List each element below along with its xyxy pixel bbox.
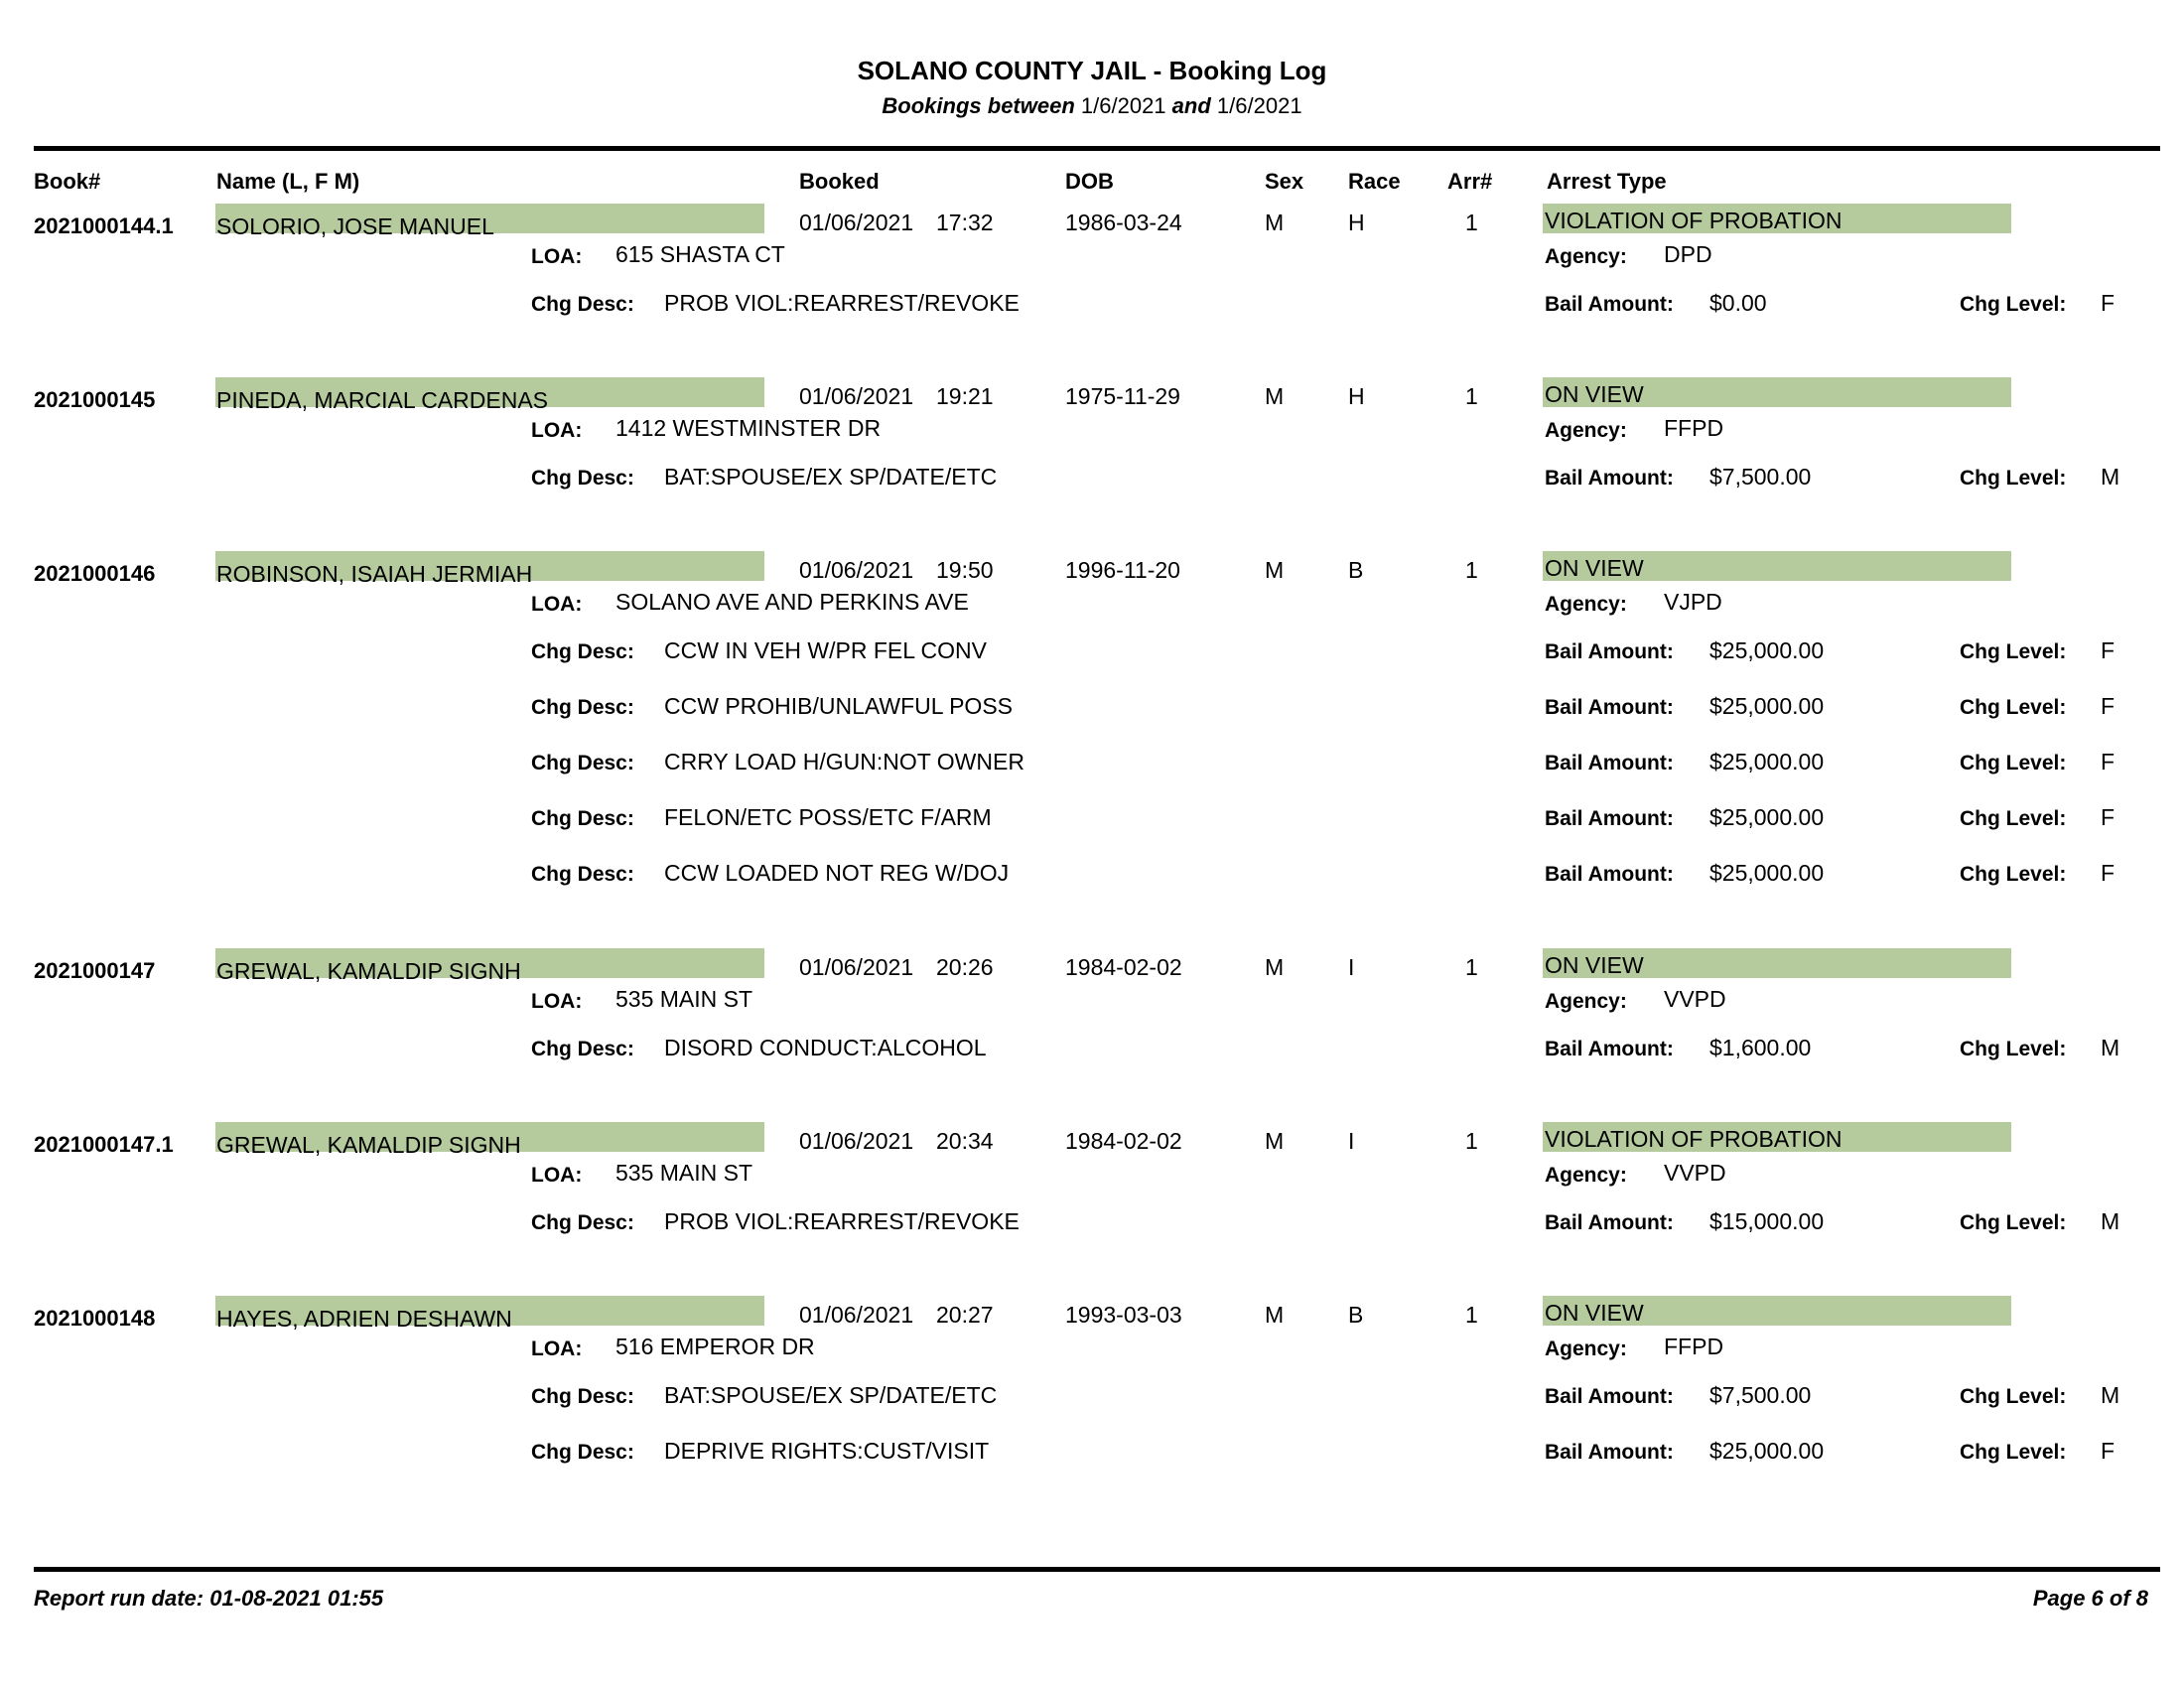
charge-row <box>0 1382 2184 1425</box>
chg-level-label: Chg Level: <box>1960 752 2067 774</box>
charge-row <box>0 290 2184 333</box>
chg-desc-label: Chg Desc: <box>531 1211 634 1234</box>
chg-level-label: Chg Level: <box>1960 1441 2067 1464</box>
booking-record <box>0 204 2184 362</box>
agency-label: Agency: <box>1545 419 1627 442</box>
charge-row <box>0 1438 2184 1480</box>
chg-level-label: Chg Level: <box>1960 640 2067 663</box>
chg-level-value: M <box>2101 464 2120 490</box>
chg-desc-value: DEPRIVE RIGHTS:CUST/VISIT <box>664 1438 990 1464</box>
page-number: Page 6 of 8 <box>2032 1586 2148 1611</box>
sex: M <box>1265 557 1285 583</box>
agency-value: FFPD <box>1664 1334 1724 1359</box>
chg-level-label: Chg Level: <box>1960 1038 2067 1060</box>
bail-amount-label: Bail Amount: <box>1545 640 1674 663</box>
agency-value: VVPD <box>1664 986 1726 1012</box>
inmate-name: HAYES, ADRIEN DESHAWN <box>216 1306 512 1332</box>
booked-date: 01/06/2021 <box>799 954 914 980</box>
bail-amount-label: Bail Amount: <box>1545 752 1674 774</box>
chg-level-value: M <box>2101 1382 2120 1408</box>
chg-level-value: F <box>2101 1438 2116 1464</box>
arrest-type: ON VIEW <box>1545 952 1644 978</box>
bail-amount-label: Bail Amount: <box>1545 863 1674 886</box>
race: H <box>1348 210 1365 235</box>
race: I <box>1348 1128 1355 1154</box>
col-header-dob: DOB <box>1065 169 1114 194</box>
book-number: 2021000148 <box>34 1306 156 1331</box>
chg-level-label: Chg Level: <box>1960 1211 2067 1234</box>
sex: M <box>1265 383 1285 409</box>
bail-amount-value: $7,500.00 <box>1709 1382 1812 1408</box>
col-header-name: Name (L, F M) <box>216 169 360 194</box>
agency-value: FFPD <box>1664 415 1724 441</box>
sex: M <box>1265 954 1285 980</box>
chg-level-value: F <box>2101 860 2116 886</box>
dob: 1984-02-02 <box>1065 954 1182 980</box>
loa-label: LOA: <box>531 1164 583 1187</box>
book-number: 2021000146 <box>34 561 156 586</box>
chg-level-value: F <box>2101 637 2116 663</box>
chg-desc-value: CRRY LOAD H/GUN:NOT OWNER <box>664 749 1024 774</box>
booked-time: 20:34 <box>936 1128 994 1154</box>
arrest-number: 1 <box>1465 383 1478 409</box>
chg-desc-label: Chg Desc: <box>531 863 634 886</box>
booked-time: 19:21 <box>936 383 994 409</box>
loa-label: LOA: <box>531 593 583 616</box>
dob: 1993-03-03 <box>1065 1302 1182 1328</box>
sex: M <box>1265 210 1285 235</box>
bail-amount-label: Bail Amount: <box>1545 1441 1674 1464</box>
bail-amount-value: $25,000.00 <box>1709 1438 1825 1464</box>
booked-time: 19:50 <box>936 557 994 583</box>
book-number: 2021000144.1 <box>34 213 174 238</box>
chg-desc-value: PROB VIOL:REARREST/REVOKE <box>664 290 1020 316</box>
race: H <box>1348 383 1365 409</box>
agency-value: DPD <box>1664 241 1712 267</box>
bail-amount-label: Bail Amount: <box>1545 1385 1674 1408</box>
arrest-number: 1 <box>1465 954 1478 980</box>
col-header-race: Race <box>1348 169 1401 194</box>
bail-amount-value: $25,000.00 <box>1709 804 1825 830</box>
chg-level-label: Chg Level: <box>1960 467 2067 490</box>
agency-value: VVPD <box>1664 1160 1726 1186</box>
arrest-number: 1 <box>1465 1128 1478 1154</box>
chg-desc-label: Chg Desc: <box>531 467 634 490</box>
loa-value: 535 MAIN ST <box>615 1160 753 1186</box>
chg-level-value: F <box>2101 804 2116 830</box>
col-header-booked: Booked <box>799 169 880 194</box>
chg-desc-value: DISORD CONDUCT:ALCOHOL <box>664 1035 987 1060</box>
charge-row <box>0 804 2184 847</box>
inmate-name: GREWAL, KAMALDIP SIGNH <box>216 1132 521 1158</box>
report-title: SOLANO COUNTY JAIL - Booking Log <box>857 56 1327 85</box>
agency-label: Agency: <box>1545 1337 1627 1360</box>
header-rule <box>34 146 2160 151</box>
booked-date: 01/06/2021 <box>799 383 914 409</box>
booking-record <box>0 1122 2184 1281</box>
arrest-number: 1 <box>1465 557 1478 583</box>
loa-label: LOA: <box>531 990 583 1013</box>
chg-level-label: Chg Level: <box>1960 1385 2067 1408</box>
arrest-type: VIOLATION OF PROBATION <box>1545 208 1843 233</box>
chg-desc-value: CCW LOADED NOT REG W/DOJ <box>664 860 1010 886</box>
book-number: 2021000145 <box>34 387 156 412</box>
chg-desc-value: PROB VIOL:REARREST/REVOKE <box>664 1208 1020 1234</box>
charge-row <box>0 749 2184 791</box>
charge-row <box>0 860 2184 903</box>
charge-row <box>0 1035 2184 1077</box>
agency-label: Agency: <box>1545 990 1627 1013</box>
report-run-date: Report run date: 01-08-2021 01:55 <box>34 1586 384 1611</box>
loa-label: LOA: <box>531 245 583 268</box>
charge-row <box>0 693 2184 736</box>
chg-desc-value: CCW PROHIB/UNLAWFUL POSS <box>664 693 1013 719</box>
subtitle-start-date: 1/6/2021 <box>1080 93 1166 118</box>
booking-record <box>0 551 2184 886</box>
charge-row <box>0 637 2184 680</box>
loa-label: LOA: <box>531 1337 583 1360</box>
sex: M <box>1265 1128 1285 1154</box>
charge-row <box>0 1208 2184 1251</box>
loa-value: 1412 WESTMINSTER DR <box>615 415 882 441</box>
footer-rule <box>34 1567 2160 1572</box>
chg-level-label: Chg Level: <box>1960 863 2067 886</box>
agency-value: VJPD <box>1664 589 1722 615</box>
bail-amount-value: $15,000.00 <box>1709 1208 1825 1234</box>
chg-level-value: M <box>2101 1035 2120 1060</box>
loa-value: 535 MAIN ST <box>615 986 753 1012</box>
bail-amount-value: $25,000.00 <box>1709 749 1825 774</box>
bail-amount-value: $25,000.00 <box>1709 637 1825 663</box>
chg-desc-value: CCW IN VEH W/PR FEL CONV <box>664 637 987 663</box>
inmate-name: GREWAL, KAMALDIP SIGNH <box>216 958 521 984</box>
booking-record <box>0 948 2184 1107</box>
arrest-type: ON VIEW <box>1545 1300 1644 1326</box>
chg-level-label: Chg Level: <box>1960 807 2067 830</box>
agency-label: Agency: <box>1545 245 1627 268</box>
inmate-name: SOLORIO, JOSE MANUEL <box>216 213 494 239</box>
bail-amount-label: Bail Amount: <box>1545 1211 1674 1234</box>
bail-amount-label: Bail Amount: <box>1545 696 1674 719</box>
chg-level-label: Chg Level: <box>1960 293 2067 316</box>
col-header-sex: Sex <box>1265 169 1304 194</box>
bail-amount-label: Bail Amount: <box>1545 293 1674 316</box>
agency-label: Agency: <box>1545 593 1627 616</box>
col-header-arr: Arr# <box>1447 169 1493 194</box>
chg-level-value: F <box>2101 693 2116 719</box>
race: B <box>1348 557 1364 583</box>
loa-value: SOLANO AVE AND PERKINS AVE <box>615 589 969 615</box>
col-header-arrest-type: Arrest Type <box>1547 169 1667 194</box>
bail-amount-label: Bail Amount: <box>1545 807 1674 830</box>
booked-date: 01/06/2021 <box>799 557 914 583</box>
inmate-name: ROBINSON, ISAIAH JERMIAH <box>216 561 533 587</box>
booking-record <box>0 377 2184 536</box>
inmate-name: PINEDA, MARCIAL CARDENAS <box>216 387 548 413</box>
book-number: 2021000147 <box>34 958 156 983</box>
chg-level-value: F <box>2101 749 2116 774</box>
chg-level-value: F <box>2101 290 2116 316</box>
chg-desc-label: Chg Desc: <box>531 293 634 316</box>
subtitle-end-date: 1/6/2021 <box>1216 93 1302 118</box>
chg-desc-label: Chg Desc: <box>531 752 634 774</box>
bail-amount-value: $7,500.00 <box>1709 464 1812 490</box>
booked-time: 17:32 <box>936 210 994 235</box>
race: B <box>1348 1302 1364 1328</box>
agency-label: Agency: <box>1545 1164 1627 1187</box>
bail-amount-value: $25,000.00 <box>1709 860 1825 886</box>
bail-amount-label: Bail Amount: <box>1545 1038 1674 1060</box>
loa-label: LOA: <box>531 419 583 442</box>
booking-record <box>0 1296 2184 1464</box>
dob: 1984-02-02 <box>1065 1128 1182 1154</box>
arrest-type: ON VIEW <box>1545 381 1644 407</box>
chg-desc-label: Chg Desc: <box>531 1038 634 1060</box>
dob: 1975-11-29 <box>1065 383 1180 409</box>
chg-desc-label: Chg Desc: <box>531 1441 634 1464</box>
booked-date: 01/06/2021 <box>799 1128 914 1154</box>
chg-level-label: Chg Level: <box>1960 696 2067 719</box>
race: I <box>1348 954 1355 980</box>
book-number: 2021000147.1 <box>34 1132 174 1157</box>
chg-desc-value: BAT:SPOUSE/EX SP/DATE/ETC <box>664 1382 998 1408</box>
bail-amount-label: Bail Amount: <box>1545 467 1674 490</box>
subtitle-and: and <box>1171 93 1211 118</box>
arrest-number: 1 <box>1465 1302 1478 1328</box>
booked-date: 01/06/2021 <box>799 1302 914 1328</box>
subtitle-prefix: Bookings between <box>882 93 1075 118</box>
loa-value: 516 EMPEROR DR <box>615 1334 815 1359</box>
bail-amount-value: $25,000.00 <box>1709 693 1825 719</box>
dob: 1996-11-20 <box>1065 557 1180 583</box>
chg-desc-label: Chg Desc: <box>531 807 634 830</box>
booked-time: 20:27 <box>936 1302 994 1328</box>
booked-time: 20:26 <box>936 954 994 980</box>
loa-value: 615 SHASTA CT <box>615 241 785 267</box>
chg-desc-label: Chg Desc: <box>531 696 634 719</box>
chg-desc-value: BAT:SPOUSE/EX SP/DATE/ETC <box>664 464 998 490</box>
chg-desc-label: Chg Desc: <box>531 640 634 663</box>
chg-level-value: M <box>2101 1208 2120 1234</box>
arrest-type: VIOLATION OF PROBATION <box>1545 1126 1843 1152</box>
sex: M <box>1265 1302 1285 1328</box>
arrest-type: ON VIEW <box>1545 555 1644 581</box>
booked-date: 01/06/2021 <box>799 210 914 235</box>
col-header-book: Book# <box>34 169 101 194</box>
arrest-number: 1 <box>1465 210 1478 235</box>
charge-row <box>0 464 2184 506</box>
bail-amount-value: $0.00 <box>1709 290 1767 316</box>
chg-desc-label: Chg Desc: <box>531 1385 634 1408</box>
chg-desc-value: FELON/ETC POSS/ETC F/ARM <box>664 804 992 830</box>
bail-amount-value: $1,600.00 <box>1709 1035 1812 1060</box>
report-subtitle <box>0 93 2184 119</box>
dob: 1986-03-24 <box>1065 210 1182 235</box>
